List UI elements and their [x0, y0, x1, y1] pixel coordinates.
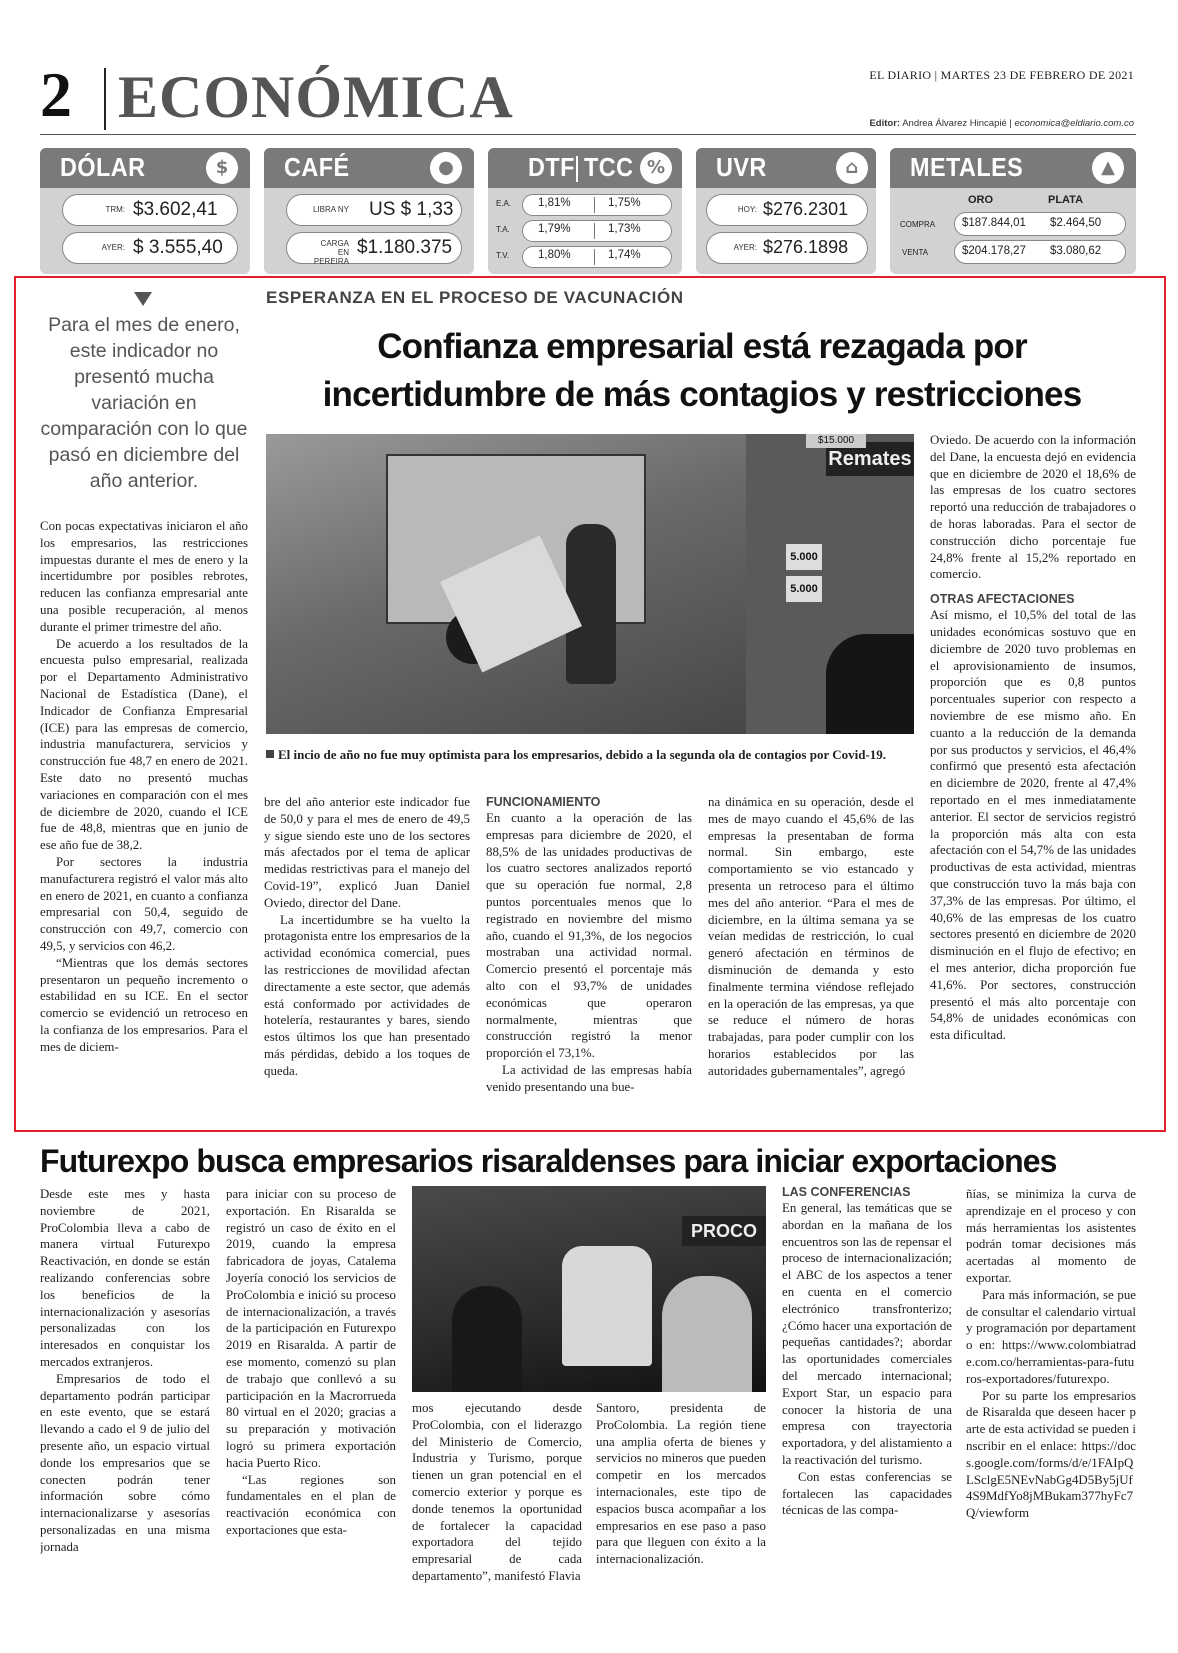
page-number: 2: [40, 59, 72, 130]
article1-sub-funcionamiento: FUNCIONAMIENTO: [486, 795, 601, 809]
article1-col5: [930, 432, 1136, 1116]
article2-col4-p1: Santoro, presidenta de ProColombia. La región tiene una amplia oferta de bienes y servicios no mineros que pueden competir en los mercados internacionales, este tipo de espacios busca acompañar a los empresarios en ese paso a paso para que lleguen con éxito a la internacionalización.: [596, 1401, 766, 1567]
article1-col4-p1: na dinámica en su operación, desde el mes de mayo cuando el 45,6% de las empresas la presentaban de forma normal. Sin embargo, este comportamiento se vio estancado y presenta un retroceso para el último mes del año anterior. “Para el mes de diciembre, en la última semana ya se veían medidas de restricción, lo cual generó afectación en términos de disminución de demanda y esto finalmente termina viéndose reflejado en la operación de las empresas, ya que se reduce el número de horas trabajadas, para poder cumplir con los horarios establecidos por las autoridades gubernamentales”, agregó: [708, 795, 914, 1078]
dtf-row-divider: [594, 197, 595, 213]
dtf-row-label: T.A.: [496, 225, 510, 234]
masthead-rule: [40, 134, 1136, 135]
article2-sub-conferencias: LAS CONFERENCIAS: [782, 1185, 911, 1199]
article1-col2-p1: bre del año anterior este indicador fue de 50,0 y para el mes de enero de 49,5 y sigue siendo este uno de los sectores más afectados por el tema de aplicar medidas restrictivas para el manejo del Covid-19”, explicó Juan Daniel Oviedo, director del Dane.: [264, 795, 470, 910]
uvr-hoy-label: HOY:: [737, 205, 757, 214]
article2-col4: [596, 1400, 766, 1586]
metales-title: METALES: [910, 152, 1024, 182]
gold-bars-icon: ▲: [1092, 152, 1124, 184]
dtf-row-label: T.V.: [496, 251, 510, 260]
dolar-trm-value: $3.602,41: [133, 199, 218, 220]
dtf-row-label: E.A.: [496, 199, 512, 208]
uvr-title: UVR: [716, 152, 767, 182]
dolar-title: DÓLAR: [60, 152, 146, 182]
dollar-arrow-icon: $: [206, 152, 238, 184]
uvr-ayer-pill: [706, 232, 868, 264]
pullquote-triangle-icon: [134, 292, 152, 306]
dtf-row-tcc-value: 1,74%: [608, 249, 641, 261]
article1-col2-p2: La incertidumbre se ha vuelto la protagonista entre los empresarios de la actividad económica comercial, pues las restricciones de movilidad afectan directamente a este sector, que además está conformado por actividades de hotelería, restaurantes y bares, siendo estos últimos los que han presentado más pérdidas, debido a los toques de queda.: [264, 912, 470, 1078]
dtf-row-divider: [594, 249, 595, 265]
article2-col6-p1: ñías, se minimiza la curva de aprendizaje en el proceso y con más herramientas los asistentes podrán tomar decisiones más acertadas al momento de exportar.: [966, 1187, 1136, 1285]
motorcycle-shape: [826, 634, 914, 734]
metales-compra-oro: $187.844,01: [962, 217, 1026, 229]
editor-email[interactable]: economica@eldiario.com.co: [1014, 118, 1134, 129]
uvr-ayer-label: AYER:: [733, 243, 757, 252]
article1-headline-1: Confianza empresarial está rezagada por: [377, 327, 1027, 366]
dolar-ayer-value: $ 3.555,40: [133, 237, 223, 258]
dolar-trm-label: TRM:: [105, 205, 125, 214]
uvr-panel: [696, 148, 876, 274]
cafe-libra-value: US $ 1,33: [369, 199, 454, 220]
article2-col6-p2[interactable]: Para más información, se puede consultar el calendario virtual y programación por departamento en: https://www.colombiatrade.com.co/herramientas-para-futuros-exportadores/futurexpo.: [966, 1287, 1136, 1386]
sign-remates: Remates: [826, 442, 914, 476]
percent-icon: %: [640, 152, 672, 184]
article2-col5: [782, 1184, 952, 1586]
coffee-bean-icon: ●: [430, 152, 462, 184]
section-title: ECONÓMICA: [118, 64, 514, 130]
cafe-carga-pill: [286, 232, 462, 264]
article1-col2: [264, 794, 470, 1116]
article1-col3: [486, 794, 692, 1116]
article1-col1-p3: Por sectores la industria manufacturera registró el valor más alto en enero de 2021, en cuanto a confianza empresarial con 50,4, seguido de construcción con 49,7, comercio con 49,5, y servicios con 46,2.: [40, 854, 248, 953]
article1-col1: [40, 518, 248, 1114]
booth-sign: PROCO: [682, 1216, 766, 1246]
sign-price-1: 5.000: [786, 544, 822, 570]
house-icon: ⌂: [836, 152, 868, 184]
article1-photo-caption: El incio de año no fue muy optimista para los empresarios, debido a la segunda ola de contagios por Covid-19.: [278, 747, 887, 762]
dolar-panel: [40, 148, 250, 274]
dtf-row-tcc-value: 1,73%: [608, 223, 641, 235]
article1-col5-p1: Oviedo. De acuerdo con la información del Dane, la encuesta dejó en evidencia que en diciembre de 2020 el 18,6% de las empresas de los cuatro sectores reportó una reducción de trabajadores o de horas laboradas. Para el sector de construcción dicho porcentaje fue 24,8% frente al 15,2% reportado en comercio.: [930, 433, 1136, 582]
dolar-ayer-pill: [62, 232, 238, 264]
article1-kicker: ESPERANZA EN EL PROCESO DE VACUNACIÓN: [266, 288, 684, 307]
article2-col5-p2: Con estas conferencias se fortalecen las capacidades técnicas de las compa-: [782, 1469, 952, 1518]
dtf-row-dtf-value: 1,80%: [538, 249, 571, 261]
uvr-ayer-value: $276.1898: [763, 237, 849, 257]
uvr-hoy-pill: [706, 194, 868, 226]
woman-figure: [452, 1286, 522, 1392]
article1-col5-p2: Así mismo, el 10,5% del total de las unidades económicas sostuvo que en diciembre de 2020 tuvo problemas en el aprovisionamiento de insumos, proporción que es 0,8 puntos porcentuales superior con respecto a noviembre de ese mismo año. En cuanto a la reducción de la demanda por sus productos y servicios, el 46,4% confirmó que presentó esta afectación en diciembre de 2020, frente al 47,4% reportado en el mes inmediatamente anterior. El sector de servicios registró la proporción más alta con esta afectación con el 54,7% de las unidades productivas de esta actividad, mientras que construcción tuvo la más baja con 37,3% de las empresas. Por último, el 40,6% de las empresas de los cuatro sectores presentó en diciembre de 2020 disminución en el flujo de efectivo; en el mes anterior, dicha proporción fue 41,6%. Por sectores, construcción presentó el más alto porcentaje con 54,8% de unidades económicas con esta dificultad.: [930, 608, 1136, 1043]
article2-col1: [40, 1186, 210, 1586]
man-figure: [662, 1276, 752, 1392]
cafe-libra-label: LIBRA NY: [312, 205, 349, 214]
article1-col1-p4: “Mientras que los demás sectores presentaron un pequeño incremento o estabilidad en su ICE. En el sector comercio se evidenció un retroceso en la confianza de los empresarios. Para el mes de diciem-: [40, 955, 248, 1054]
tcc-title: TCC: [584, 152, 634, 182]
masthead-divider: [104, 68, 106, 130]
dtf-row-divider: [594, 223, 595, 239]
uvr-hoy-value: $276.2301: [763, 199, 849, 219]
article1-col1-p1: Con pocas expectativas iniciaron el año los empresarios, las restricciones impuestas durante el mes de enero y la incertidumbre por posibles rebrotes, reducen las confianza empresarial ante una posible recuperación, al menos durante el primer trimestre del año.: [40, 519, 248, 634]
article1-col3-p1: En cuanto a la operación de las empresas para diciembre de 2020, el 88,5% de las unidades productivas de los cuatro sectores analizados reportó que su operación fue normal, 2,8 puntos porcentuales menos que lo registrado en noviembre del mismo año, cuando el 91,3%, de los negocios mostraban una actividad normal. Comercio presentó el porcentaje más alto con el 93,7% de unidades económicas que operaron normalmente, mientras que construcción registró la menor proporción el 73,1%.: [486, 811, 692, 1061]
article1-headline-2: incertidumbre de más contagios y restricciones: [322, 375, 1082, 414]
metales-col-plata: PLATA: [1048, 194, 1084, 206]
worker-figure: [566, 524, 616, 684]
metales-venta-plata: $3.080,62: [1050, 245, 1102, 257]
article2-col1-p2: Empresarios de todo el departamento podrán participar en este evento, que se estará llevando a cado el 9 de julio del presente año, un espacio virtual donde los empresarios que se conecten podrán tener información sobre cómo internacionalizarse y asesorías personalizadas en una misma jornada: [40, 1371, 210, 1554]
article2-photo: [412, 1186, 766, 1392]
dolar-ayer-label: AYER:: [101, 243, 125, 252]
editor-line: Editor: Andrea Álvarez Hincapié | economica@eldiario.com.co: [869, 118, 1134, 129]
metales-compra-plata: $2.464,50: [1050, 217, 1102, 229]
article2-col6: [966, 1186, 1136, 1586]
dolar-trm-pill: [62, 194, 238, 226]
article2-col3-p1: mos ejecutando desde ProColombia, con el liderazgo del Ministerio de Comercio, Industria y Turismo, porque tienen un gran potencial en el comercio exterior y porque es donde tenemos la oportunidad de fortalecer la capacidad exportadora del tejido empresarial de cada departamento”, manifestó Flavia: [412, 1401, 582, 1583]
cafe-carga-label: CARGA EN PEREIRA: [313, 239, 349, 266]
dtf-row-tcc-value: 1,75%: [608, 197, 641, 209]
article2-col2-p2: “Las regiones son fundamentales en el plan de reactivación económica con exportaciones que esta-: [226, 1472, 396, 1537]
pullquote: Para el mes de enero, este indicador no presentó mucha variación en comparación con lo que pasó en diciembre del año anterior.: [40, 314, 248, 492]
cafe-panel: [264, 148, 474, 274]
article1-photo: [266, 434, 914, 734]
cafe-title: CAFÉ: [284, 152, 350, 182]
editor-label: Editor:: [869, 118, 901, 129]
dtf-title-divider: [576, 156, 578, 182]
sign-price-2: 5.000: [786, 576, 822, 602]
article1-sub-otras: OTRAS AFECTACIONES: [930, 592, 1075, 607]
dtf-row-dtf-value: 1,79%: [538, 223, 571, 235]
dtf-title: DTF: [528, 152, 575, 182]
article2-col3: [412, 1400, 582, 1586]
article2-headline: Futurexpo busca empresarios risaraldenses para iniciar exportaciones: [40, 1143, 1057, 1179]
paper-date: EL DIARIO | MARTES 23 DE FEBRERO DE 2021: [869, 68, 1134, 82]
metales-col-oro: ORO: [968, 194, 994, 206]
cafe-carga-value: $1.180.375: [357, 237, 453, 258]
article2-col2: [226, 1186, 396, 1586]
article2-col1-p1: Desde este mes y hasta noviembre de 2021, ProColombia lleva a cabo de manera virtual Futurexpo Reactivación, en donde se están realizando conferencias sobre los beneficios de la internacionalización y asesorías personalizadas con los interesados en conquistar los mercados extranjeros.: [40, 1187, 210, 1369]
editor-name: Andrea Álvarez Hincapié: [902, 118, 1007, 129]
article2-col2-p1: para iniciar con su proceso de exportación. En Risaralda se registró un caso de éxito en el 2019, cuando la empresa fabricadora de joyas, Catalema Joyería conoció los servicios de ProColombia e inició su proceso de internacionalización, a través de la participación en Futurexpo 2019 en Risaralda. A partir de ese momento, comenzó su plan de trabajo que conllevó a su participación en la Macrorrueda 80 virtual en el 2020; gracias a su preparación y motivación logró su primera exportación hacia Puerto Rico.: [226, 1187, 396, 1470]
metales-compra-label: COMPRA: [900, 220, 936, 229]
article1-col1-p2: De acuerdo a los resultados de la encuesta pulso empresarial, realizada por el Departamento Administrativo Nacional de Estadística (Dane), el Indicador de Confianza Empresarial (ICE) para las empresas de comercio, industria manufacturera, servicios y construcción fue 48,7 en enero de 2021. Este dato no presentó muchas variaciones en comparación con el mes de diciembre de 2020, cuando el ICE fue de 48,8, mientras que en junio de ese año fue de 38,2.: [40, 636, 248, 853]
article1-col4: [708, 794, 914, 1116]
metales-venta-label: VENTA: [902, 248, 929, 257]
dtf-panel: [488, 148, 682, 274]
shirt-display: [562, 1246, 652, 1366]
article1-col3-p2: La actividad de las empresas había venido presentando una bue-: [486, 1062, 692, 1094]
article2-col5-p1: En general, las temáticas que se abordan en la mañana de los encuentros son las de repensar el proceso de internacionalización; el ABC de los aspectos a tener en cuenta en el comercio electrónico transfronterizo; ¿Cómo hacer una exportación de pequeñas cantidades?; abordar las oportunidades comerciales del mercado internacional; Export Star, un espacio para conocer la historia de una empresa con trayectoria exportadora, y del alistamiento a la reactivación del turismo.: [782, 1201, 952, 1467]
metales-panel: [890, 148, 1136, 274]
dtf-row-dtf-value: 1,81%: [538, 197, 571, 209]
sign-price-3: $15.000: [806, 434, 866, 448]
metales-venta-oro: $204.178,27: [962, 245, 1026, 257]
cafe-libra-pill: [286, 194, 462, 226]
article2-col6-p3[interactable]: Por su parte los empresarios de Risaralda que deseen hacer parte de esta actividad se pueden inscribir en el enlace: https://docs.google.com/forms/d/e/1FAIpQLSclgE5NEvNabGg4D5By5jUf4S9MdfYo8jMBukam377hyFc7Q/viewform: [966, 1388, 1136, 1521]
